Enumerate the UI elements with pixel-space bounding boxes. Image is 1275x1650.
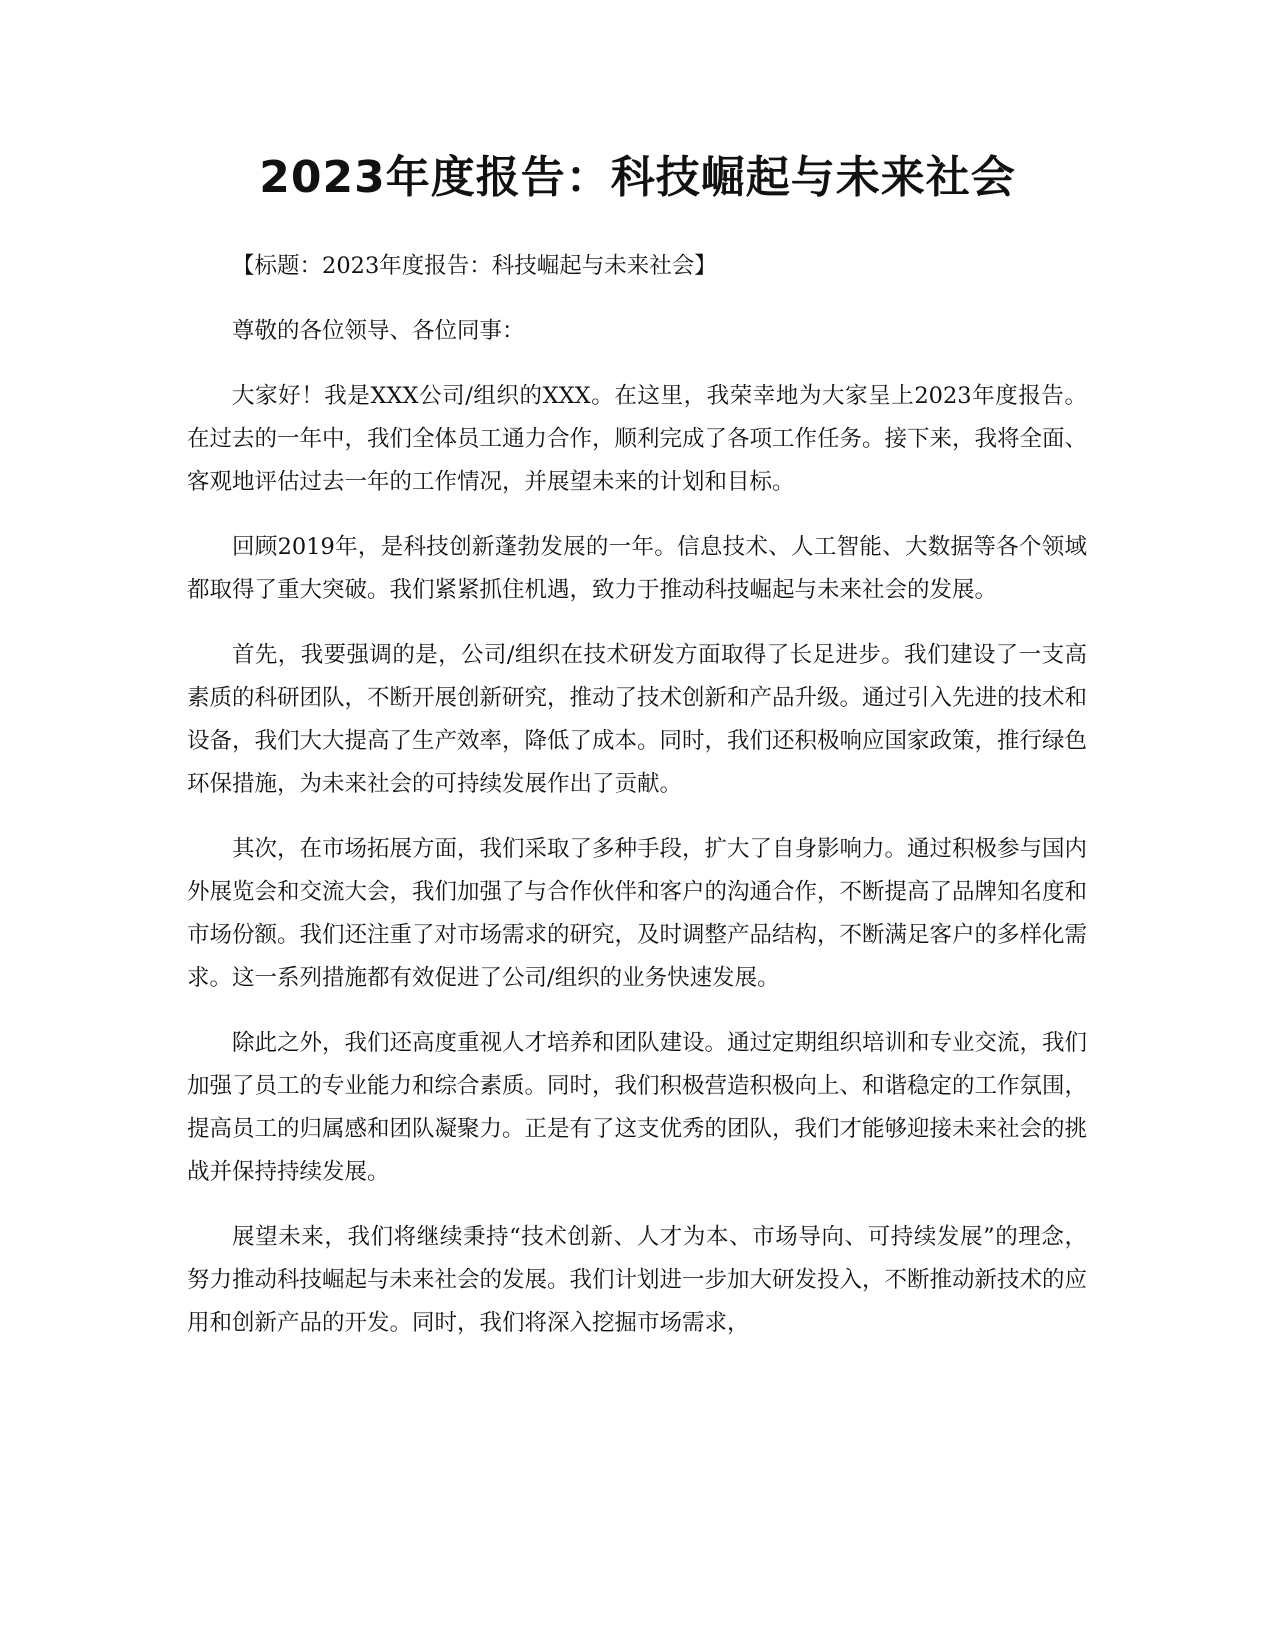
document-title: 2023年度报告：科技崛起与未来社会 <box>259 152 1016 203</box>
document-body <box>187 245 1087 1367</box>
paragraph-rnd: 首先，我要强调的是，公司/组织在技术研发方面取得了长足进步。我们建设了一支高素质的科研团队，不断开展创新研究，推动了技术创新和产品升级。通过引入先进的技术和设备，我们大大提高了生产效率，降低了成本。同时，我们还积极响应国家政策，推行绿色环保措施，为未来社会的可持续发展作出了贡献。 <box>187 642 1088 797</box>
paragraph-market: 其次，在市场拓展方面，我们采取了多种手段，扩大了自身影响力。通过积极参与国内外展览会和交流大会，我们加强了与合作伙伴和客户的沟通合作，不断提高了品牌知名度和市场份额。我们还注重了对市场需求的研究，及时调整产品结构，不断满足客户的多样化需求。这一系列措施都有效促进了公司/组织的业务快速发展。 <box>187 836 1088 991</box>
paragraph-intro: 大家好！我是XXX公司/组织的XXX。在这里，我荣幸地为大家呈上2023年度报告。在过去的一年中，我们全体员工通力合作，顺利完成了各项工作任务。接下来，我将全面、客观地评估过去一年的工作情况，并展望未来的计划和目标。 <box>187 383 1088 495</box>
subtitle-tag: 【标题：2023年度报告：科技崛起与未来社会】 <box>232 253 717 279</box>
paragraph-talent: 除此之外，我们还高度重视人才培养和团队建设。通过定期组织培训和专业交流，我们加强了员工的专业能力和综合素质。同时，我们积极营造积极向上、和谐稳定的工作氛围，提高员工的归属感和团队凝聚力。正是有了这支优秀的团队，我们才能够迎接未来社会的挑战并保持持续发展。 <box>187 1030 1088 1185</box>
paragraph-outlook: 展望未来，我们将继续秉持“技术创新、人才为本、市场导向、可持续发展”的理念，努力推动科技崛起与未来社会的发展。我们计划进一步加大研发投入，不断推动新技术的应用和创新产品的开发。同时，我们将深入挖掘市场需求， <box>187 1224 1088 1336</box>
paragraph-review: 回顾2019年，是科技创新蓬勃发展的一年。信息技术、人工智能、大数据等各个领域都取得了重大突破。我们紧紧抓住机遇，致力于推动科技崛起与未来社会的发展。 <box>187 534 1087 603</box>
paragraph-greeting: 尊敬的各位领导、各位同事： <box>232 318 525 344</box>
